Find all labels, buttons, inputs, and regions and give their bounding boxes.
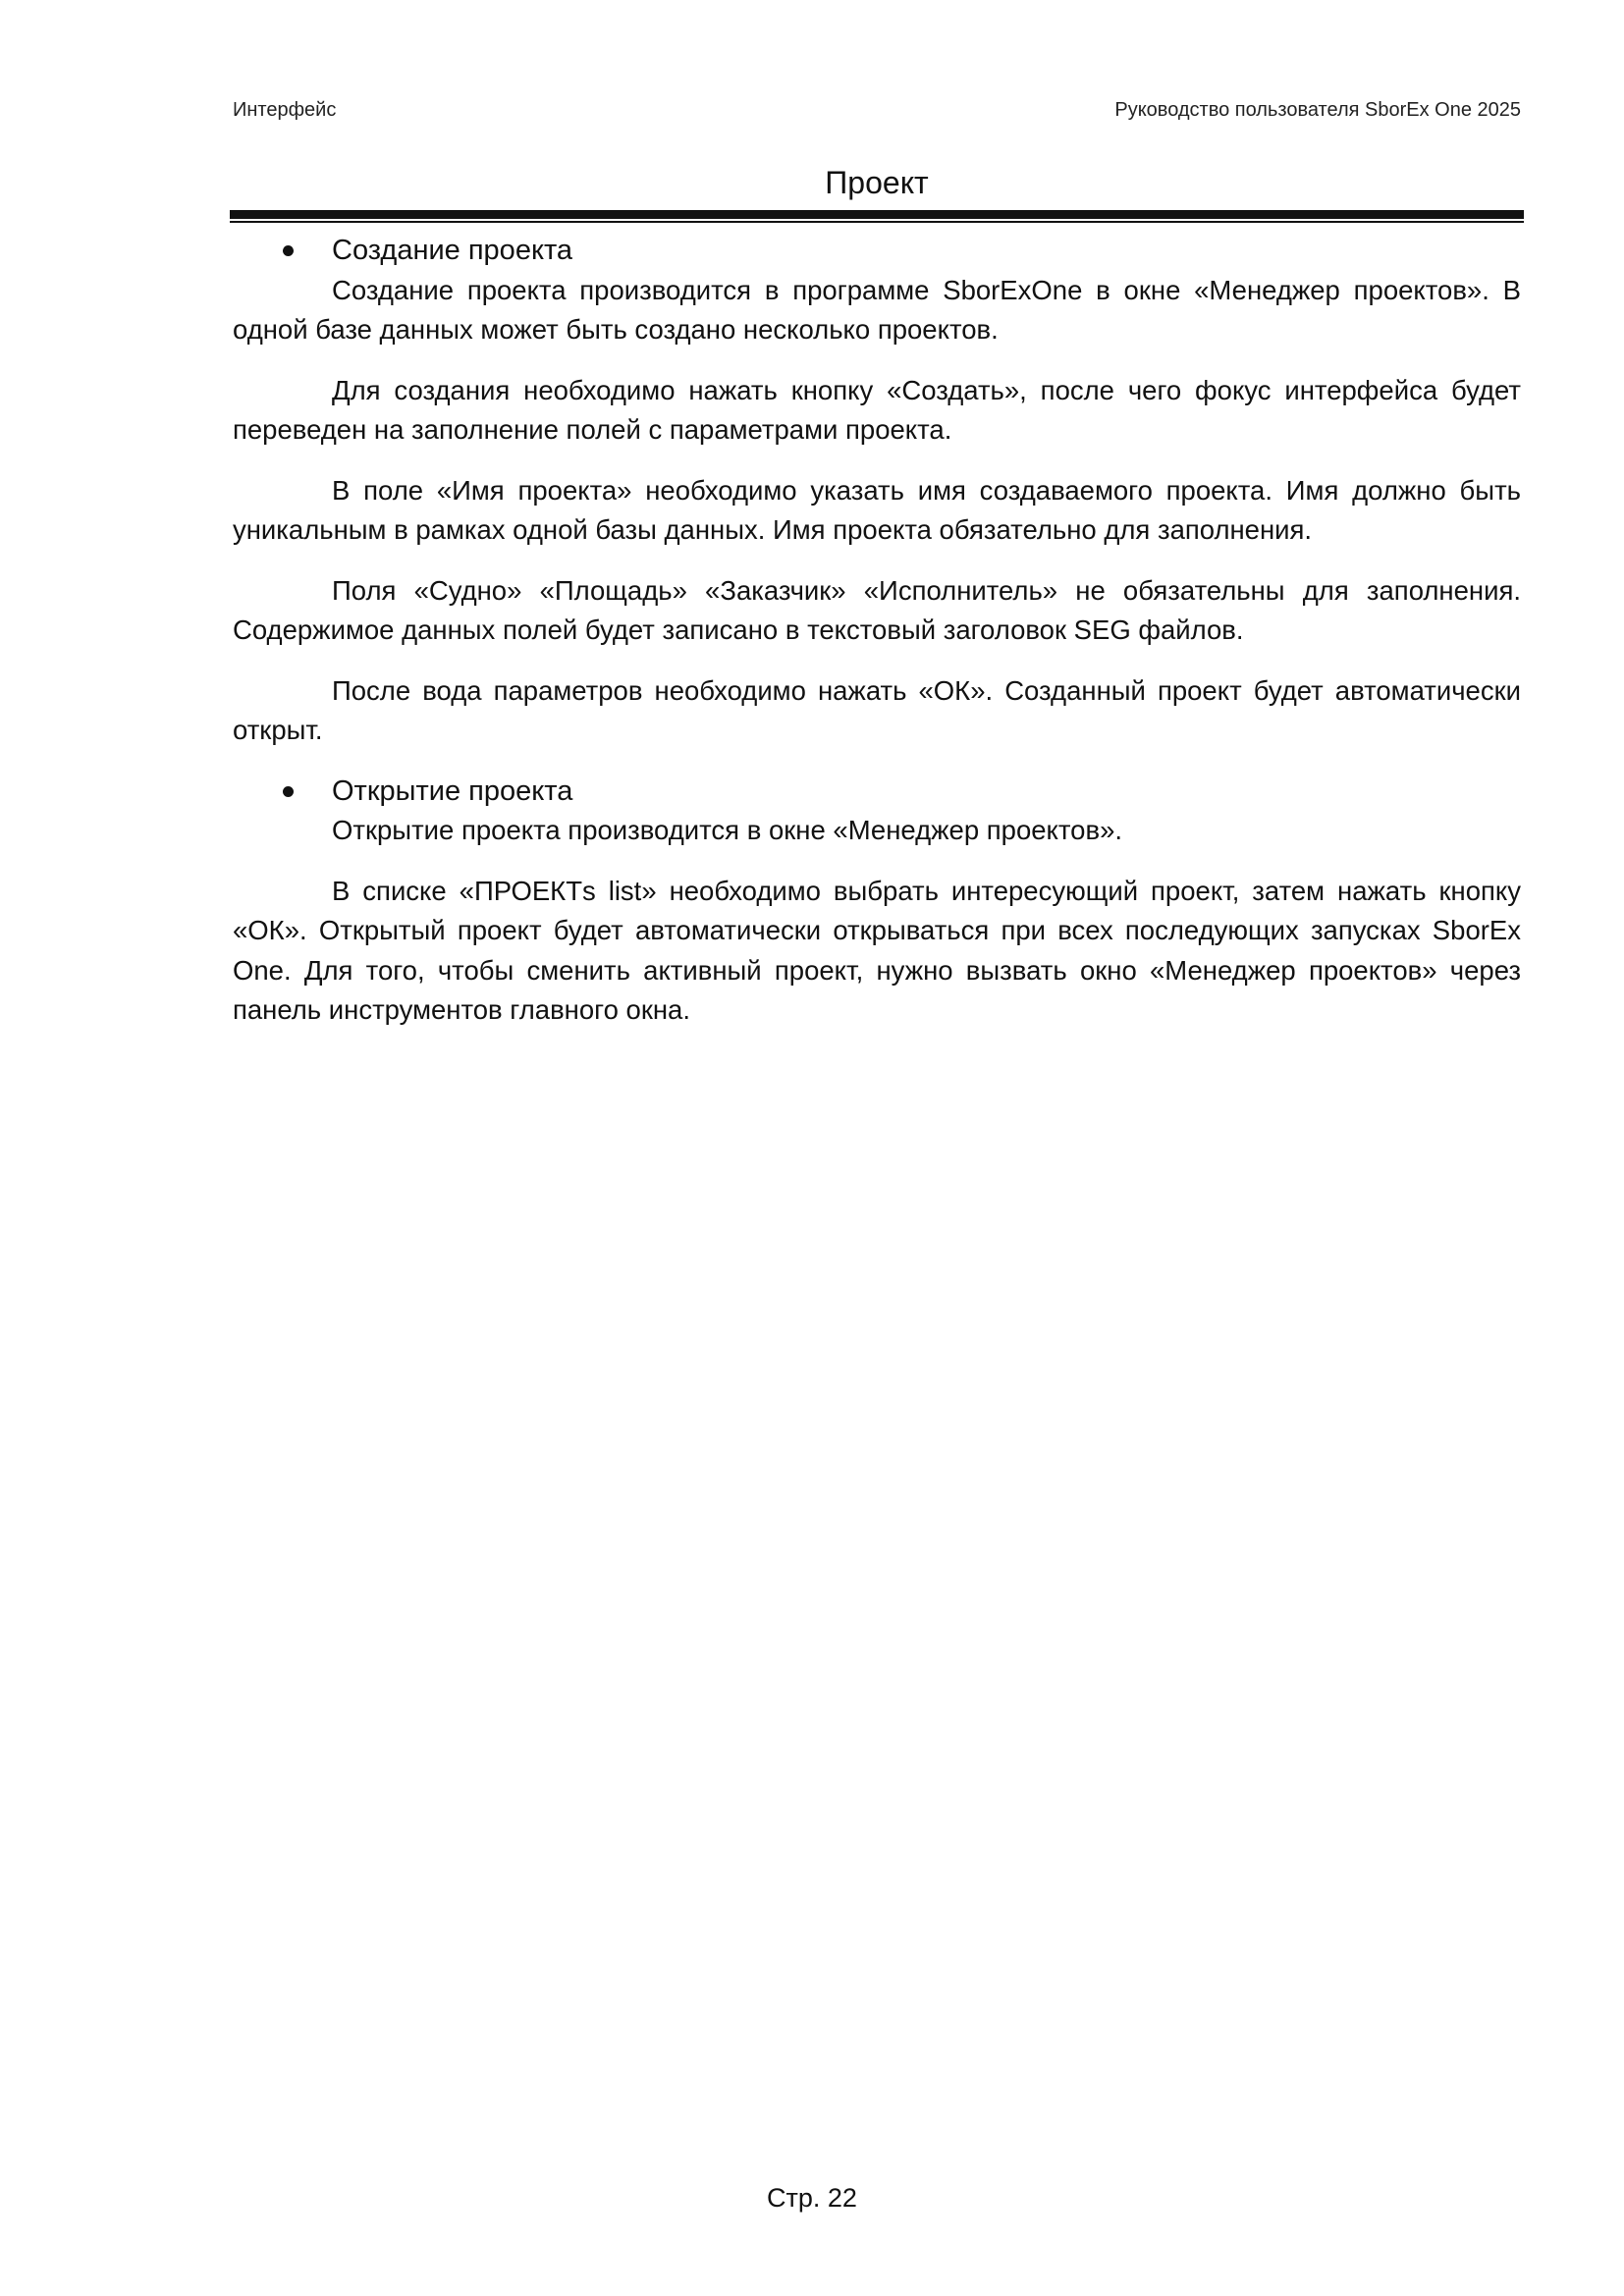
running-header-section: Интерфейс [233, 99, 337, 121]
title-divider-thin-line [230, 221, 1524, 223]
paragraph: В поле «Имя проекта» необходимо указать имя создаваемого проекта. Имя должно быть уникальным в рамках одной базы данных. Имя проекта обязательно для заполнения. [233, 474, 1521, 545]
section-lead-paragraph: Создание проекта производится в программе SborExOne в окне «Менеджер проектов». В одной базе данных может быть создано несколько проектов. [233, 274, 1521, 345]
section-heading-text: Создание проекта [332, 235, 573, 266]
section-heading-text: Открытие проекта [332, 774, 573, 807]
paragraph: В списке «ПРОЕКТs list» необходимо выбрать интересующий проект, затем нажать кнопку «ОК». Открытый проект будет автоматически открываться при всех последующих запусках SborEx One. Для того, чтобы сменить активный проект, нужно вызвать окно «Менеджер проектов» через панель инструментов главного окна. [233, 875, 1521, 1025]
paragraph: После вода параметров необходимо нажать «ОК». Созданный проект будет автоматически открыт. [233, 674, 1521, 745]
bullet-icon [283, 786, 294, 797]
section-lead-paragraph: Открытие проекта производится в окне «Менеджер проектов». [332, 815, 1123, 845]
page-number: Стр. 22 [767, 2183, 857, 2213]
title-divider-thick-line [230, 210, 1524, 219]
section-create-project [233, 231, 1521, 751]
section-heading [233, 772, 1521, 812]
page-title: Проект [825, 165, 929, 200]
paragraph: Поля «Судно» «Площадь» «Заказчик» «Исполнитель» не обязательны для заполнения. Содержимое данных полей будет записано в текстовый заголовок SEG файлов. [233, 574, 1521, 645]
document-body [233, 231, 1521, 1031]
running-header-manual-title: Руководство пользователя SborEx One 2025 [1114, 99, 1521, 121]
section-open-project [233, 772, 1521, 1031]
paragraph: Для создания необходимо нажать кнопку «Создать», после чего фокус интерфейса будет переведен на заполнение полей с параметрами проекта. [233, 374, 1521, 445]
bullet-icon [283, 245, 294, 256]
section-heading [233, 231, 1521, 271]
